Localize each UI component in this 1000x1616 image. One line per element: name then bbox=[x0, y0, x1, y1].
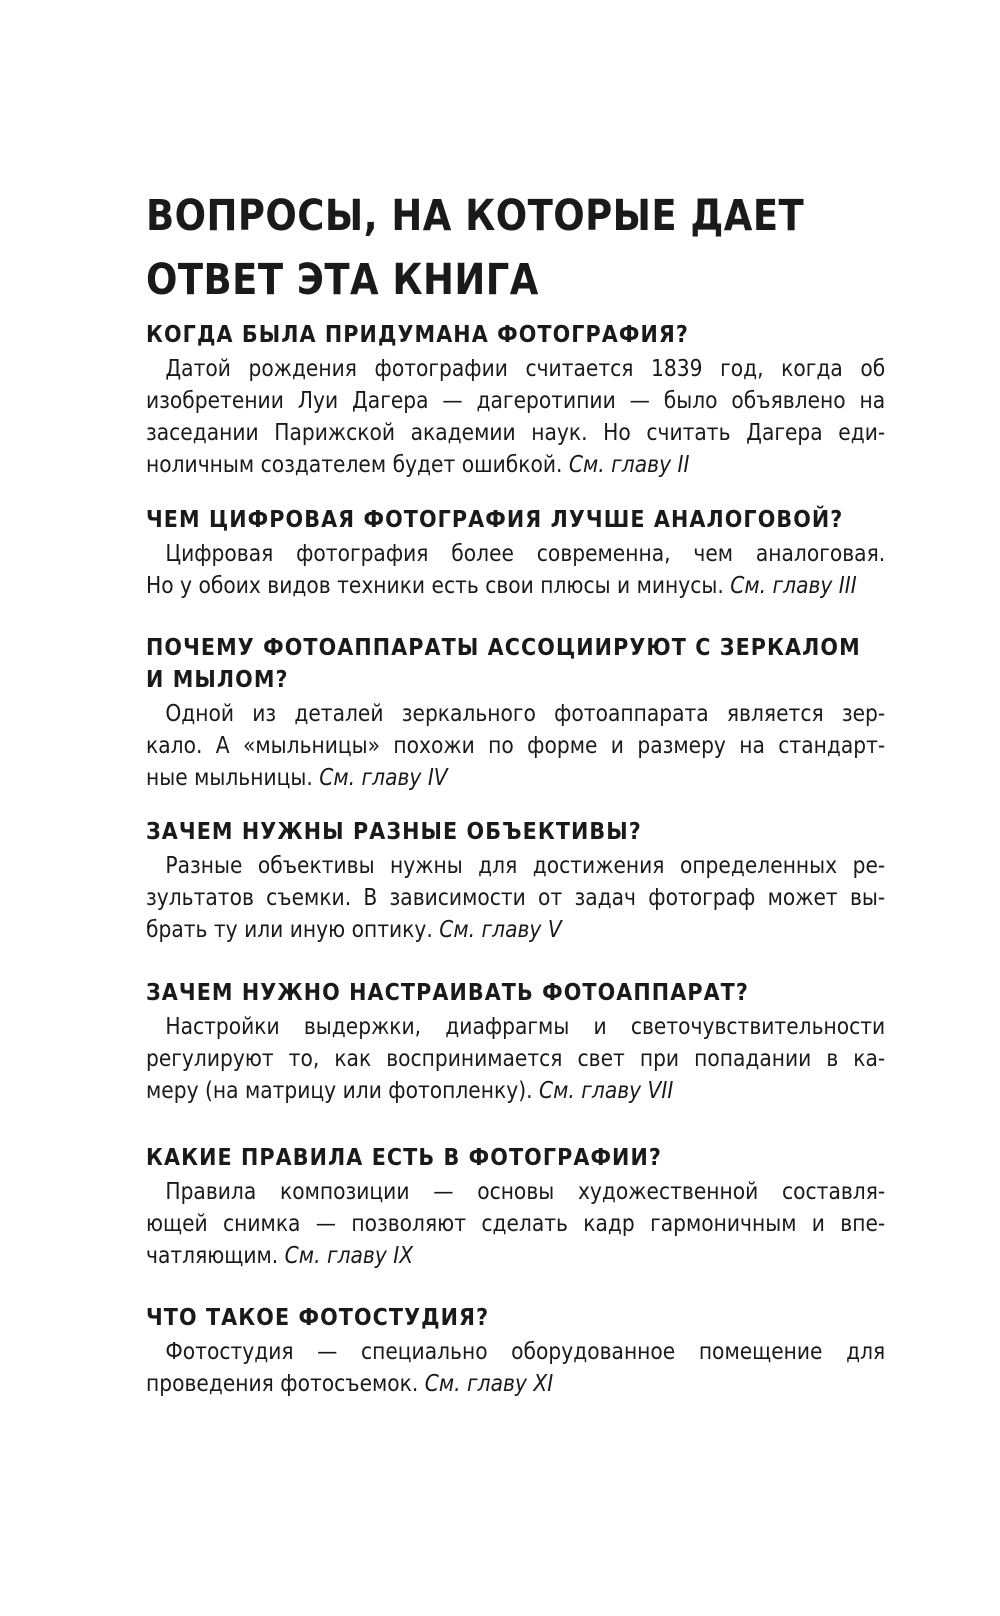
answer-line-text: Разные объективы нужны для достижения определенных ре- bbox=[165, 853, 886, 879]
page-title-line: ОТВЕТ ЭТА КНИГА bbox=[146, 255, 539, 305]
answer-line bbox=[146, 538, 885, 570]
answer-line bbox=[146, 698, 885, 730]
answer-line-text: чатляющим. bbox=[146, 1243, 279, 1269]
qa-item bbox=[146, 977, 986, 1107]
answer-text bbox=[146, 1176, 885, 1272]
answer-line bbox=[146, 914, 885, 946]
question-heading bbox=[146, 1302, 902, 1334]
answer-line-text: Настройки выдержки, диафрагмы и светочувствительности bbox=[165, 1014, 886, 1040]
answer-line-text: изобретении Луи Дагера — дагеротипии — было объявлено на bbox=[146, 388, 886, 414]
page-content bbox=[146, 184, 906, 1397]
page-title bbox=[146, 184, 903, 312]
qa-item bbox=[146, 1302, 986, 1400]
question-heading bbox=[146, 632, 902, 696]
answer-line bbox=[146, 353, 885, 385]
question-heading bbox=[146, 816, 902, 848]
question-line: ЧТО ТАКОЕ ФОТОСТУДИЯ? bbox=[146, 1305, 490, 1331]
answer-text bbox=[146, 1336, 885, 1400]
answer-line-text: кало. А «мыльницы» похожи по форме и размеру на стандарт- bbox=[146, 733, 886, 759]
question-line: КАКИЕ ПРАВИЛА ЕСТЬ В ФОТОГРАФИИ? bbox=[146, 1145, 662, 1171]
question-heading bbox=[146, 504, 902, 536]
answer-line bbox=[146, 1368, 885, 1400]
question-heading bbox=[146, 1142, 902, 1174]
answer-line-text: Правила композиции — основы художественной составля- bbox=[165, 1179, 886, 1205]
question-line: И МЫЛОМ? bbox=[146, 667, 289, 693]
answer-line bbox=[146, 882, 885, 914]
answer-line bbox=[146, 762, 885, 794]
chapter-reference: См. главу IX bbox=[284, 1243, 414, 1269]
answer-text bbox=[146, 538, 885, 602]
answer-line bbox=[146, 385, 885, 417]
answer-line-text: Одной из деталей зеркального фотоаппарата является зер- bbox=[165, 701, 886, 727]
question-line: ЧЕМ ЦИФРОВАЯ ФОТОГРАФИЯ ЛУЧШЕ АНАЛОГОВОЙ? bbox=[146, 507, 844, 533]
answer-line bbox=[146, 570, 885, 602]
answer-line-text: регулируют то, как воспринимается свет при попадании в ка- bbox=[146, 1046, 886, 1072]
answer-line bbox=[146, 850, 885, 882]
answer-text bbox=[146, 698, 885, 794]
question-line: ЗАЧЕМ НУЖНЫ РАЗНЫЕ ОБЪЕКТИВЫ? bbox=[146, 819, 642, 845]
qa-item bbox=[146, 319, 986, 481]
question-line: ЗАЧЕМ НУЖНО НАСТРАИВАТЬ ФОТОАППАРАТ? bbox=[146, 980, 749, 1006]
qa-item bbox=[146, 816, 986, 946]
chapter-reference: См. главу II bbox=[568, 452, 690, 478]
question-heading bbox=[146, 977, 902, 1009]
answer-line-text: Цифровая фотография более современна, чем аналоговая. bbox=[165, 541, 886, 567]
answer-line bbox=[146, 1075, 885, 1107]
answer-line-text: брать ту или иную оптику. bbox=[146, 917, 433, 943]
question-heading bbox=[146, 319, 902, 351]
answer-line bbox=[146, 1011, 885, 1043]
answer-line-text: заседании Парижской академии наук. Но считать Дагера еди- bbox=[146, 420, 886, 446]
answer-line-text: Фотостудия — специально оборудованное помещение для bbox=[165, 1339, 886, 1365]
answer-line bbox=[146, 1336, 885, 1368]
question-line: ПОЧЕМУ ФОТОАППАРАТЫ АССОЦИИРУЮТ С ЗЕРКАЛОМ bbox=[146, 635, 861, 661]
chapter-reference: См. главу VII bbox=[538, 1078, 674, 1104]
answer-line-text: ные мыльницы. bbox=[146, 765, 313, 791]
answer-text bbox=[146, 353, 885, 481]
answer-line-text: ющей снимка — позволяют сделать кадр гармоничным и впе- bbox=[146, 1211, 886, 1237]
answer-line bbox=[146, 1240, 885, 1272]
answer-line-text: зультатов съемки. В зависимости от задач фотограф может вы- bbox=[146, 885, 886, 911]
chapter-reference: См. главу V bbox=[439, 917, 562, 943]
question-line: КОГДА БЫЛА ПРИДУМАНА ФОТОГРАФИЯ? bbox=[146, 322, 689, 348]
chapter-reference: См. главу IV bbox=[319, 765, 448, 791]
answer-line-text: Датой рождения фотографии считается 1839 год, когда об bbox=[165, 356, 886, 382]
page-title-line: ВОПРОСЫ, НА КОТОРЫЕ ДАЕТ bbox=[146, 191, 805, 241]
answer-text bbox=[146, 850, 885, 946]
answer-line bbox=[146, 449, 885, 481]
answer-line bbox=[146, 1043, 885, 1075]
answer-line bbox=[146, 1176, 885, 1208]
qa-item bbox=[146, 1142, 986, 1272]
chapter-reference: См. главу III bbox=[730, 573, 857, 599]
chapter-reference: См. главу XI bbox=[424, 1371, 554, 1397]
qa-item bbox=[146, 632, 986, 794]
answer-line bbox=[146, 417, 885, 449]
answer-line bbox=[146, 1208, 885, 1240]
answer-line-text: ноличным создателем будет ошибкой. bbox=[146, 452, 563, 478]
answer-line-text: меру (на матрицу или фотопленку). bbox=[146, 1078, 533, 1104]
answer-line-text: проведения фотосъемок. bbox=[146, 1371, 419, 1397]
answer-line bbox=[146, 730, 885, 762]
answer-line-text: Но у обоих видов техники есть свои плюсы и минусы. bbox=[146, 573, 724, 599]
qa-item bbox=[146, 504, 986, 602]
answer-text bbox=[146, 1011, 885, 1107]
